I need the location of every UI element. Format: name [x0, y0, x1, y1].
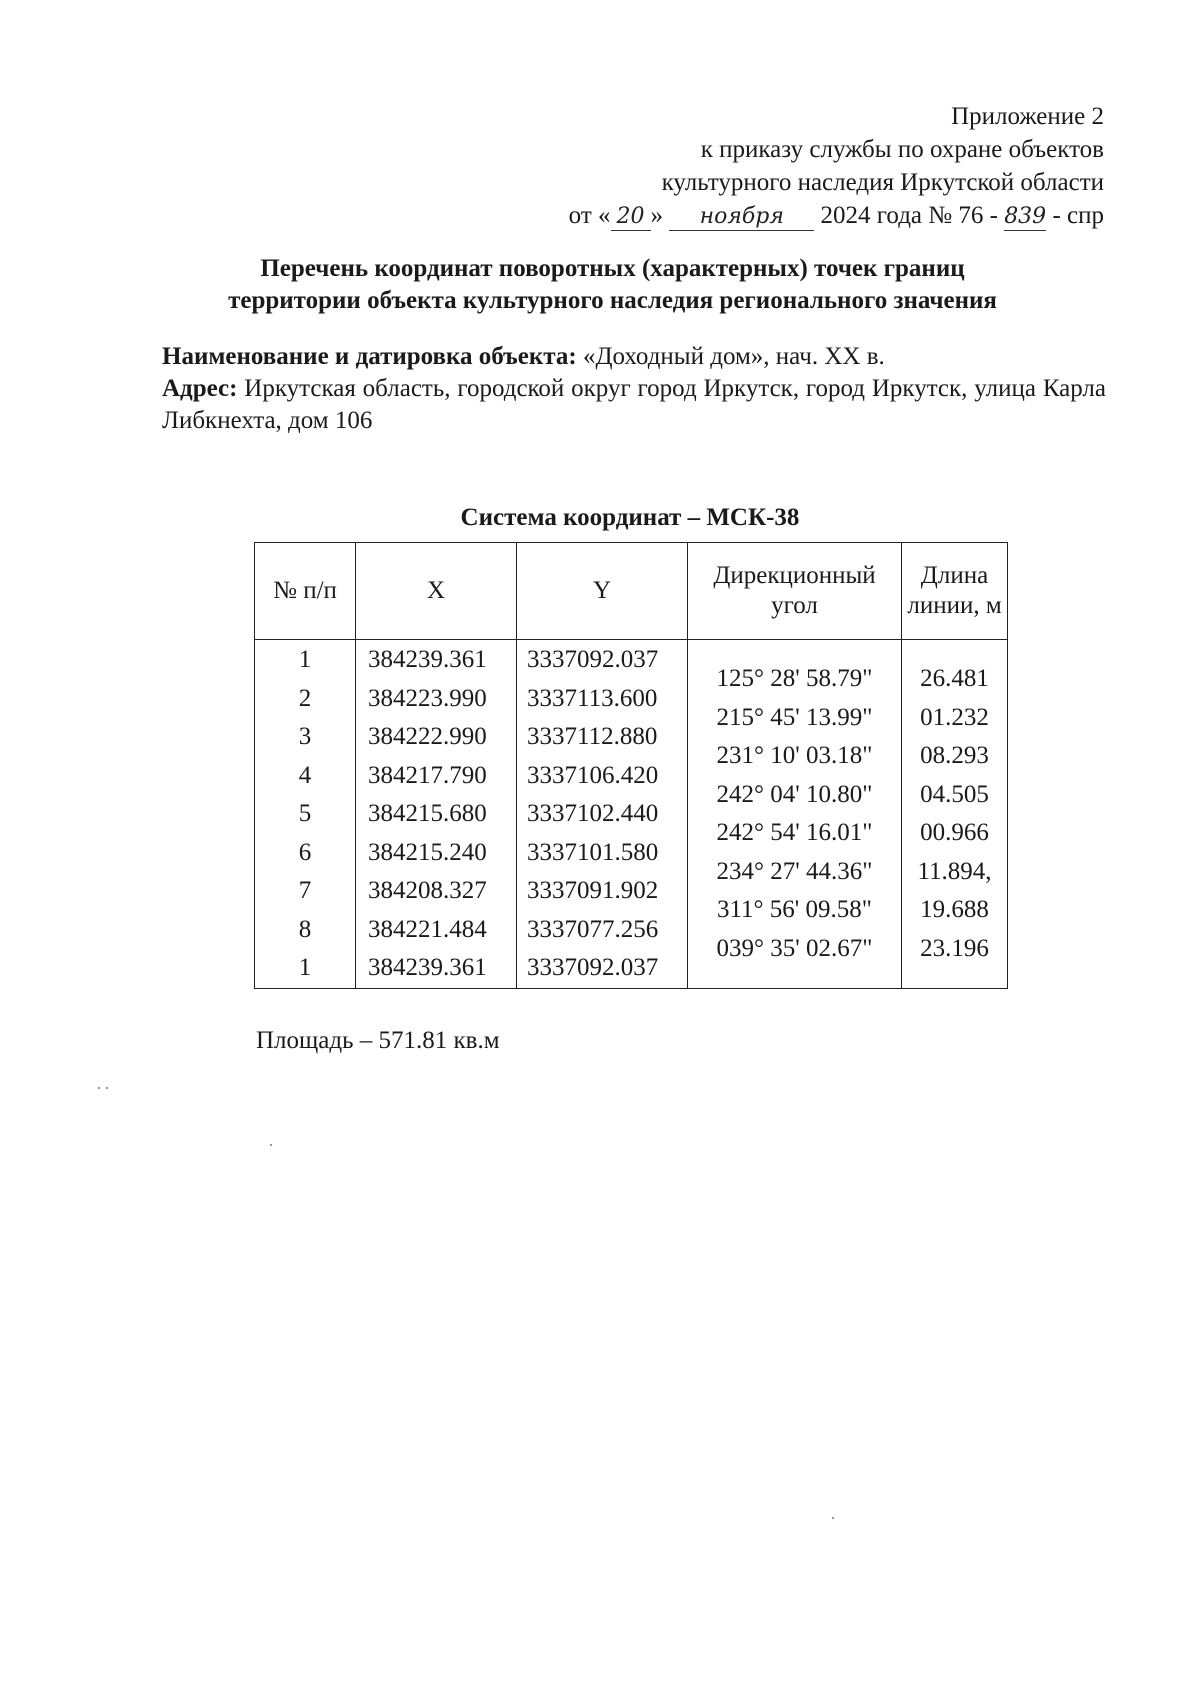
y-coordinate-cell: 3337113.600 [527, 684, 658, 712]
area-statement: Площадь – 571.81 кв.м [256, 1027, 500, 1054]
object-name-value: «Доходный дом», нач. XX в. [582, 343, 885, 370]
y-coordinate-cell: 3337102.440 [527, 800, 659, 827]
title-line-1: Перечень координат поворотных (характерных) точек границ [260, 255, 965, 282]
appendix-line: Приложение 2 [951, 103, 1104, 130]
appendix-header [569, 100, 1104, 232]
x-coordinate-cell: 384215.680 [368, 800, 487, 827]
object-info [162, 341, 1106, 437]
y-coordinate-cell: 3337091.902 [527, 877, 659, 904]
title-line-2: территории объекта культурного наследия регионального значения [228, 287, 997, 314]
table-body-row [255, 640, 1008, 989]
scan-speck [106, 1087, 108, 1089]
line-length-cell: 04.505 [920, 780, 989, 808]
object-name-line [162, 341, 1106, 373]
y-coordinate-cell: 3337106.420 [527, 761, 659, 789]
angle-column [688, 640, 902, 989]
x-coordinate-cell: 384222.990 [368, 723, 487, 750]
point-number-cell: 2 [298, 684, 312, 712]
y-coordinate-cell: 3337092.037 [527, 646, 659, 673]
y-stack [517, 640, 687, 988]
line-length-cell: 01.232 [920, 703, 989, 731]
number-stack [255, 640, 355, 988]
number-column [255, 640, 356, 989]
length-column [902, 640, 1008, 989]
handwritten-order-number: 839 [1004, 204, 1047, 229]
point-number-cell: 1 [298, 954, 312, 981]
quote-close: » [650, 202, 664, 229]
object-name-label: Наименование и датировка объекта: [162, 343, 577, 370]
line-length-cell: 19.688 [920, 896, 989, 923]
point-number-cell: 6 [298, 838, 312, 866]
header-number: № п/п [255, 543, 356, 640]
coordinates-table [254, 542, 1008, 989]
handwritten-month: ноября [669, 204, 814, 231]
header-length: Длина линии, м [902, 543, 1008, 640]
year-and-number: 2024 года № 76 - [820, 202, 998, 229]
header-x: X [356, 543, 517, 640]
table-header-row [255, 543, 1008, 640]
y-coordinate-cell: 3337077.256 [527, 915, 659, 943]
y-coordinate-cell: 3337112.880 [527, 723, 658, 750]
coordinate-system-title: Система координат – МСК-38 [460, 504, 800, 531]
scan-speck [270, 1144, 272, 1146]
y-coordinate-cell: 3337101.580 [527, 838, 659, 866]
scan-speck [98, 1087, 100, 1089]
address-value: Иркутская область, городской округ город Иркутск, город Иркутск, улица Карла Либкнехта, дом 106 [162, 375, 1107, 434]
line-length-cell: 23.196 [920, 934, 989, 962]
order-suffix: - спр [1052, 202, 1104, 229]
point-number-cell: 4 [298, 761, 312, 789]
x-coordinate-cell: 384223.990 [368, 684, 487, 712]
header-angle: Дирекционный угол [688, 543, 902, 640]
x-coordinate-cell: 384215.240 [368, 838, 487, 866]
order-date-line [569, 199, 1104, 232]
object-address-line [162, 373, 1106, 437]
x-coordinate-cell: 384208.327 [368, 877, 487, 904]
point-number-cell: 7 [298, 877, 312, 904]
y-column [517, 640, 688, 989]
scan-speck [832, 1517, 834, 1519]
line-length-cell: 11.894, [917, 857, 992, 885]
x-coordinate-cell: 384239.361 [368, 646, 487, 673]
x-coordinate-cell: 384239.361 [368, 954, 487, 981]
point-number-cell: 3 [298, 723, 312, 750]
direction-angle-cell: 125° 28' 58.79" [716, 665, 873, 692]
agency-line: культурного наследия Иркутской области [661, 169, 1104, 196]
handwritten-day: 20 [611, 204, 651, 231]
direction-angle-cell: 039° 35' 02.67" [716, 934, 873, 962]
x-coordinate-cell: 384221.484 [368, 915, 487, 943]
x-coordinate-cell: 384217.790 [368, 761, 487, 789]
direction-angle-cell: 231° 10' 03.18" [716, 742, 873, 769]
line-length-cell: 08.293 [920, 742, 989, 769]
direction-angle-cell: 242° 04' 10.80" [716, 780, 873, 808]
x-column [356, 640, 517, 989]
document-title [120, 253, 1105, 317]
x-stack [356, 640, 516, 988]
point-number-cell: 5 [298, 800, 312, 827]
point-number-cell: 1 [298, 646, 312, 673]
order-reference-line: к приказу службы по охране объектов [700, 136, 1104, 163]
direction-angle-cell: 215° 45' 13.99" [716, 703, 873, 731]
line-length-cell: 00.966 [920, 819, 989, 846]
header-y: Y [517, 543, 688, 640]
address-label: Адрес: [162, 375, 238, 402]
length-stack [902, 640, 1007, 968]
line-length-cell: 26.481 [920, 665, 989, 692]
angle-stack [688, 640, 901, 968]
direction-angle-cell: 234° 27' 44.36" [716, 857, 873, 885]
direction-angle-cell: 311° 56' 09.58" [716, 896, 873, 923]
point-number-cell: 8 [298, 915, 312, 943]
y-coordinate-cell: 3337092.037 [527, 954, 659, 981]
direction-angle-cell: 242° 54' 16.01" [716, 819, 873, 846]
date-prefix: от « [568, 202, 611, 229]
